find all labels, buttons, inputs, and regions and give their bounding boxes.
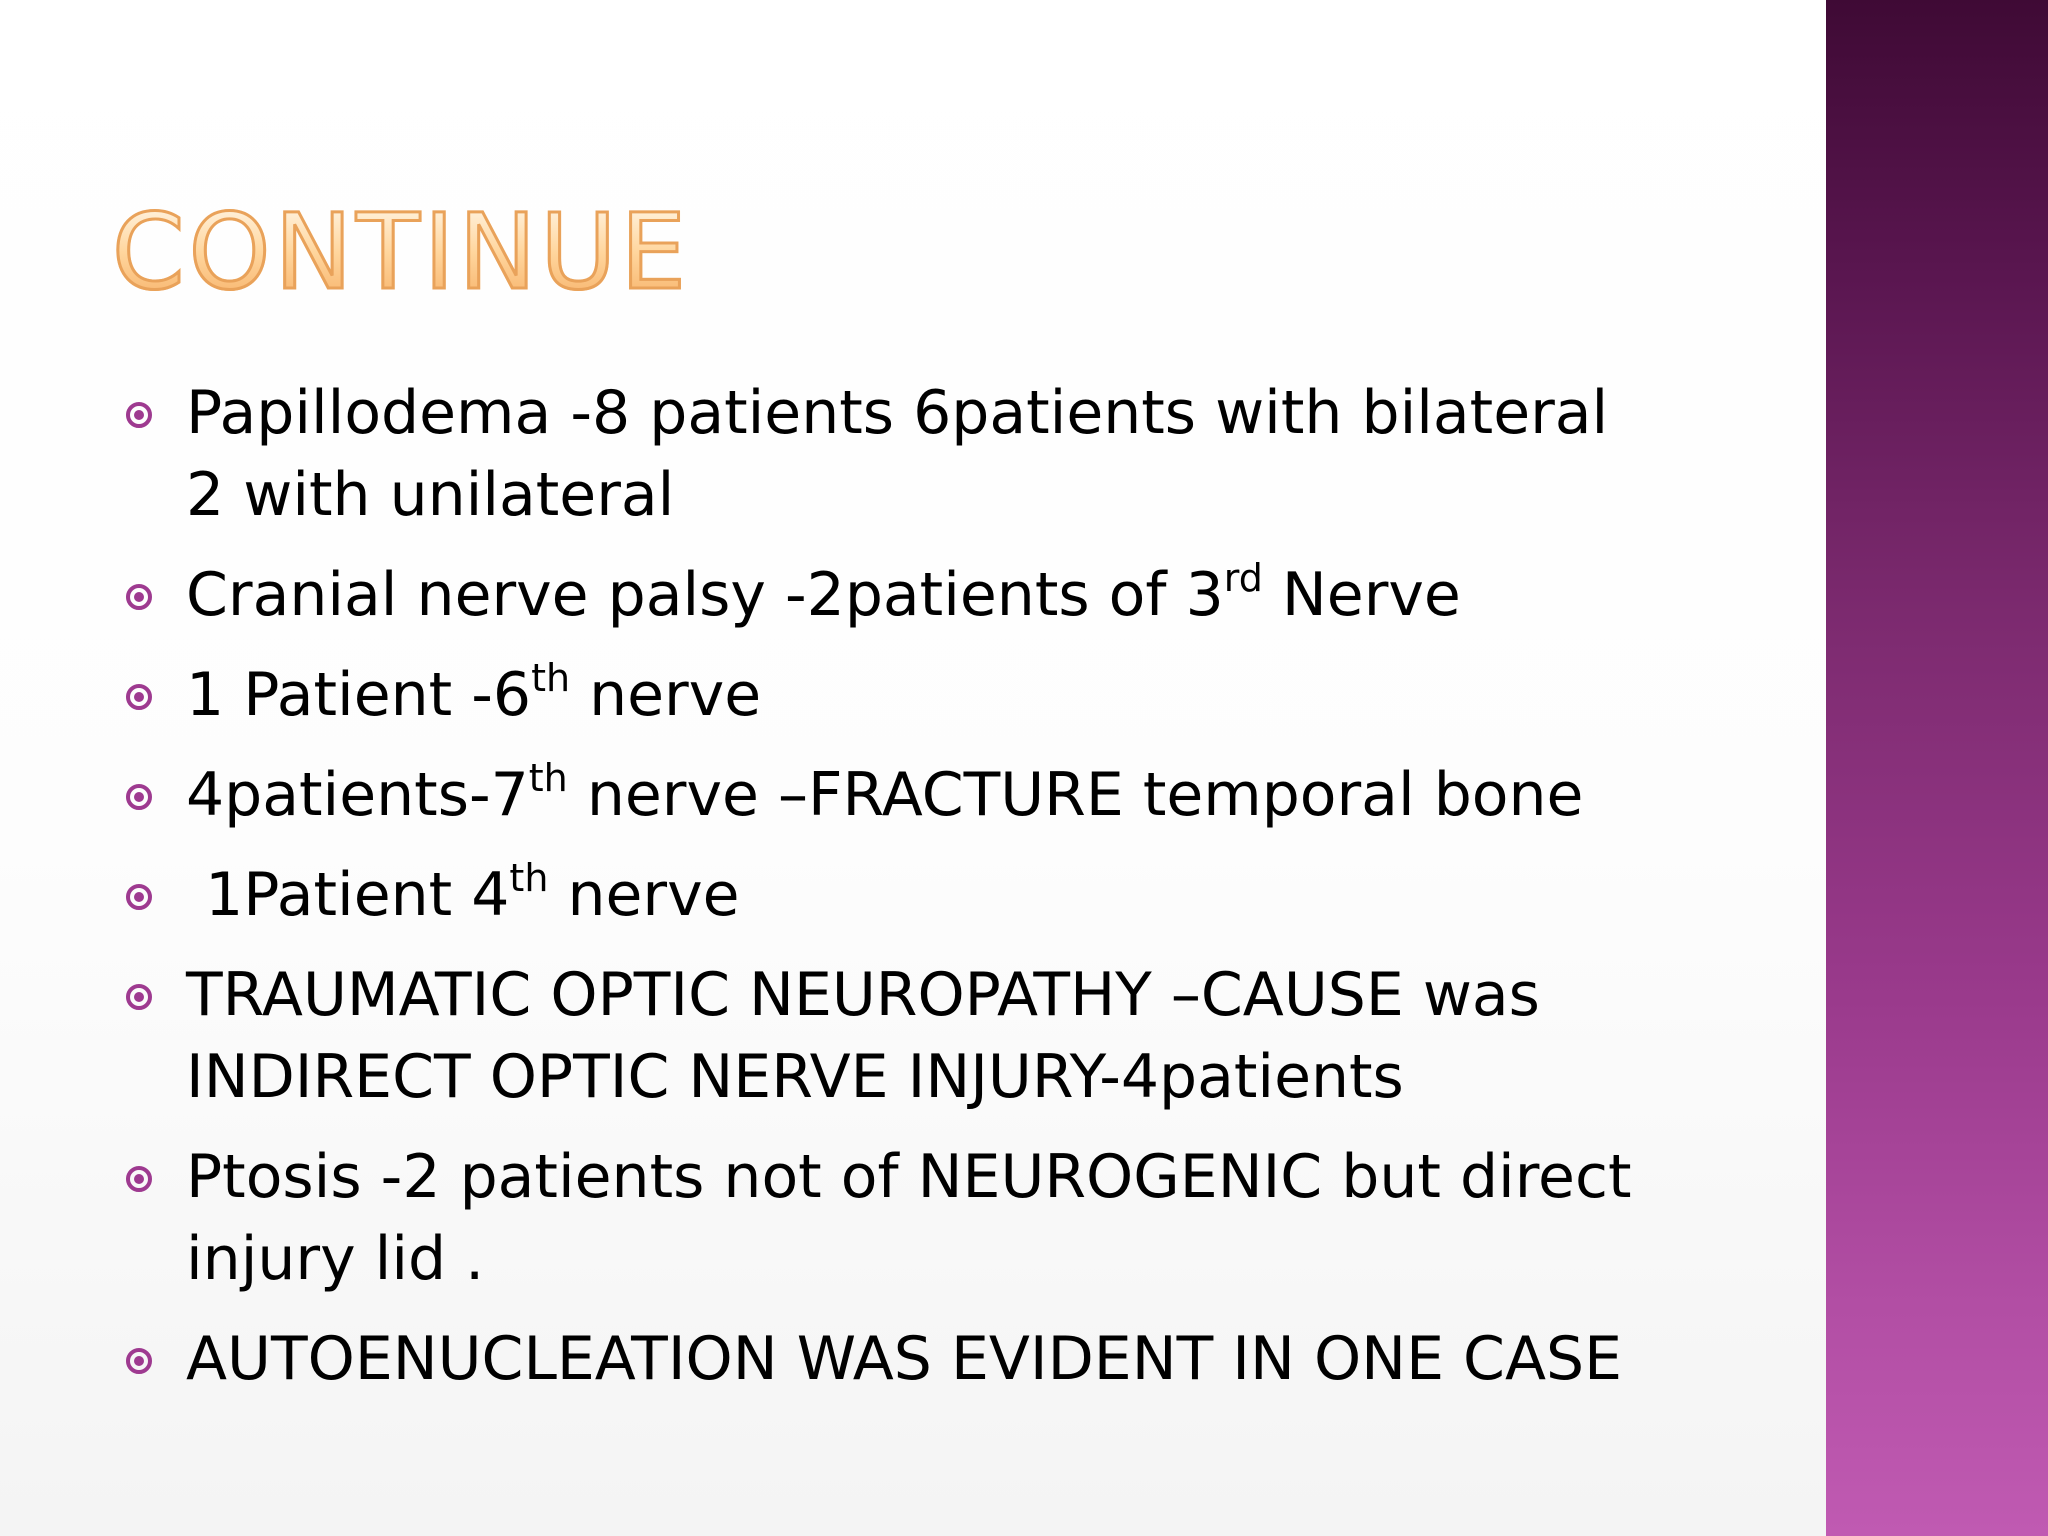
decorative-side-band <box>1826 0 2048 1536</box>
ordinal-suffix: th <box>531 656 571 700</box>
bullet-text: 1Patient 4 <box>186 860 510 930</box>
bullet-icon <box>126 402 152 428</box>
bullet-autoenucleation <box>126 1318 1686 1400</box>
bullet-icon <box>126 1166 152 1192</box>
bullet-icon <box>126 584 152 610</box>
bullet-icon <box>126 1348 152 1374</box>
bullet-text-end: nerve –FRACTURE temporal bone <box>567 760 1584 830</box>
bullet-text: Papillodema -8 patients 6patients with bilateral <box>186 378 1609 448</box>
bullet-list <box>126 372 1686 1418</box>
bullet-icon <box>126 684 152 710</box>
ordinal-suffix: rd <box>1223 556 1263 600</box>
bullet-seventh-nerve <box>126 754 1686 836</box>
bullet-text-continued: 2 with unilateral <box>186 460 675 530</box>
slide-title: CONTINUE <box>112 191 691 313</box>
bullet-text: Ptosis -2 patients not of NEUROGENIC but direct <box>186 1142 1632 1212</box>
bullet-text-continued: INDIRECT OPTIC NERVE INJURY-4patients <box>186 1042 1404 1112</box>
bullet-fourth-nerve <box>126 854 1686 936</box>
bullet-papilledema <box>126 372 1686 536</box>
ordinal-suffix: th <box>528 756 568 800</box>
bullet-text: 4patients-7 <box>186 760 529 830</box>
bullet-text: Cranial nerve palsy -2patients of 3 <box>186 560 1224 630</box>
bullet-text: TRAUMATIC OPTIC NEUROPATHY –CAUSE was <box>186 960 1540 1030</box>
bullet-ptosis <box>126 1136 1686 1300</box>
bullet-icon <box>126 884 152 910</box>
bullet-text: 1 Patient -6 <box>186 660 532 730</box>
bullet-sixth-nerve <box>126 654 1686 736</box>
bullet-cranial-nerve-palsy <box>126 554 1686 636</box>
bullet-text: AUTOENUCLEATION WAS EVIDENT IN ONE CASE <box>186 1324 1622 1394</box>
bullet-traumatic-optic-neuropathy <box>126 954 1686 1118</box>
ordinal-suffix: th <box>509 856 549 900</box>
bullet-text-end: Nerve <box>1262 560 1461 630</box>
bullet-text-end: nerve <box>570 660 762 730</box>
bullet-icon <box>126 784 152 810</box>
bullet-text-end: nerve <box>548 860 740 930</box>
bullet-text-continued: injury lid . <box>186 1224 485 1294</box>
bullet-icon <box>126 984 152 1010</box>
